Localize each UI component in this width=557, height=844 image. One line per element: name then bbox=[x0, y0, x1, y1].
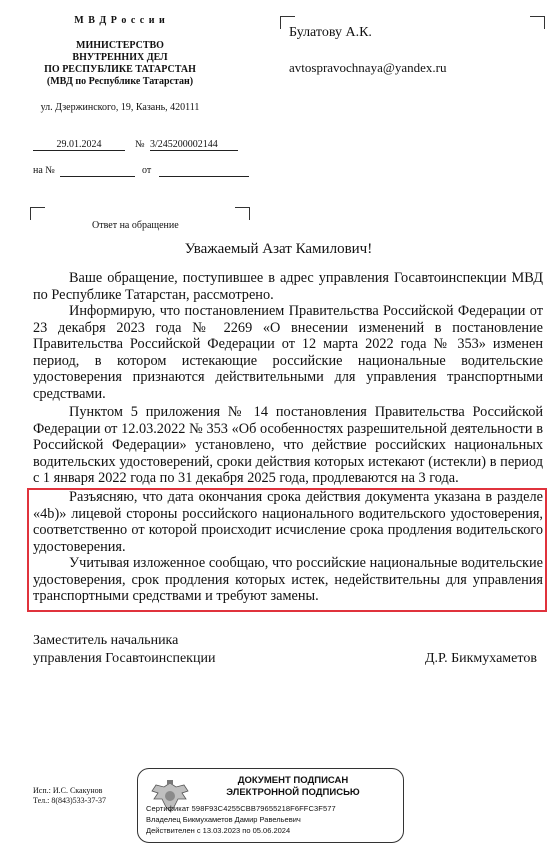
e-signature-validity: Действителен с 13.03.2023 по 05.06.2024 bbox=[146, 826, 291, 835]
registration-number-label: № bbox=[135, 139, 145, 150]
paragraph-clarification: Разъясняю, что дата окончания срока действия документа указана в разделе «4b)» лицевой стороны российского национального водительского удостоверения, соответственно от которой происходит исчисление срока продления водительского удостоверения. bbox=[33, 489, 543, 555]
registration-number: 3/245200002144 bbox=[150, 139, 238, 151]
signature-name: Д.Р. Бикмухаметов bbox=[425, 651, 537, 666]
reference-from-label: от bbox=[142, 165, 152, 176]
paragraph-decree-2269: Информирую, что постановлением Правительства Российской Федерации от 23 декабря 2023 года № 2269 «О внесении изменений в постановление Правительства Российской Федерации от 12 марта 2022 года № 353» изменен период, в котором истекающие российские национальные водительские удостоверения признаются действительными для управления транспортными средствами. bbox=[33, 303, 543, 402]
sender-line-republic: ПО РЕСПУБЛИКЕ ТАТАРСТАН bbox=[44, 64, 196, 75]
sender-address: ул. Дзержинского, 19, Казань, 420111 bbox=[40, 102, 200, 113]
executor-name: Исп.: И.С. Скакунов bbox=[33, 786, 103, 795]
subject-corner-right bbox=[235, 207, 250, 220]
e-signature-title2: ЭЛЕКТРОННОЙ ПОДПИСЬЮ bbox=[226, 787, 360, 798]
subject: Ответ на обращение bbox=[92, 220, 179, 231]
paragraph-intro: Ваше обращение, поступившее в адрес управления Госавтоинспекции МВД по Республике Татарстан, рассмотрено. bbox=[33, 270, 543, 303]
e-signature-title1: ДОКУМЕНТ ПОДПИСАН bbox=[237, 775, 349, 786]
reference-number-label: на № bbox=[33, 165, 55, 176]
recipient-name: Булатову А.К. bbox=[289, 25, 372, 40]
paragraph-conclusion: Учитывая изложенное сообщаю, что российские национальные водительские удостоверения, срок продления которых истек, недействительны для управления транспортными средствами и требуют замены. bbox=[33, 555, 543, 604]
reference-number-line bbox=[60, 165, 135, 177]
sender-header bbox=[20, 15, 220, 114]
sender-line-abbrev: (МВД по Республике Татарстан) bbox=[46, 76, 194, 87]
e-signature-owner: Владелец Бикмухаметов Дамир Равельевич bbox=[146, 815, 301, 824]
e-signature-certificate: Сертификат 598F93C4255CBB79655218F6FFC3F577 bbox=[146, 804, 336, 813]
sender-line-ministry-short: М В Д Р о с с и и bbox=[74, 15, 166, 26]
registration-date: 29.01.2024 bbox=[33, 139, 125, 151]
subject-corner-left bbox=[30, 207, 45, 220]
sender-line-ministry: МИНИСТЕРСТВО bbox=[76, 40, 164, 51]
paragraph-decree-353: Пунктом 5 приложения № 14 постановления Правительства Российской Федерации от 12.03.2022 № 353 «Об особенностях разрешительной деятельности в Российской Федерации» установлено, что действие российских национальных водительских удостоверений, сроки действия которых истекают (истекли) в период с 1 января 2022 года по 31 декабря 2025 года, продлеваются на 3 года. bbox=[33, 404, 543, 486]
sender-line-internal-affairs: ВНУТРЕННИХ ДЕЛ bbox=[72, 52, 168, 63]
signature-position-line2: управления Госавтоинспекции bbox=[33, 651, 216, 666]
recipient-email: avtospravochnaya@yandex.ru bbox=[289, 60, 447, 75]
e-signature-stamp bbox=[137, 768, 404, 843]
executor-phone: Тел.: 8(843)533-37-37 bbox=[33, 796, 107, 805]
recipient-corner-right bbox=[530, 16, 545, 29]
reference-from-line bbox=[159, 165, 249, 177]
signature-position-line1: Заместитель начальника bbox=[33, 633, 179, 648]
greeting: Уважаемый Азат Камилович! bbox=[184, 241, 373, 257]
